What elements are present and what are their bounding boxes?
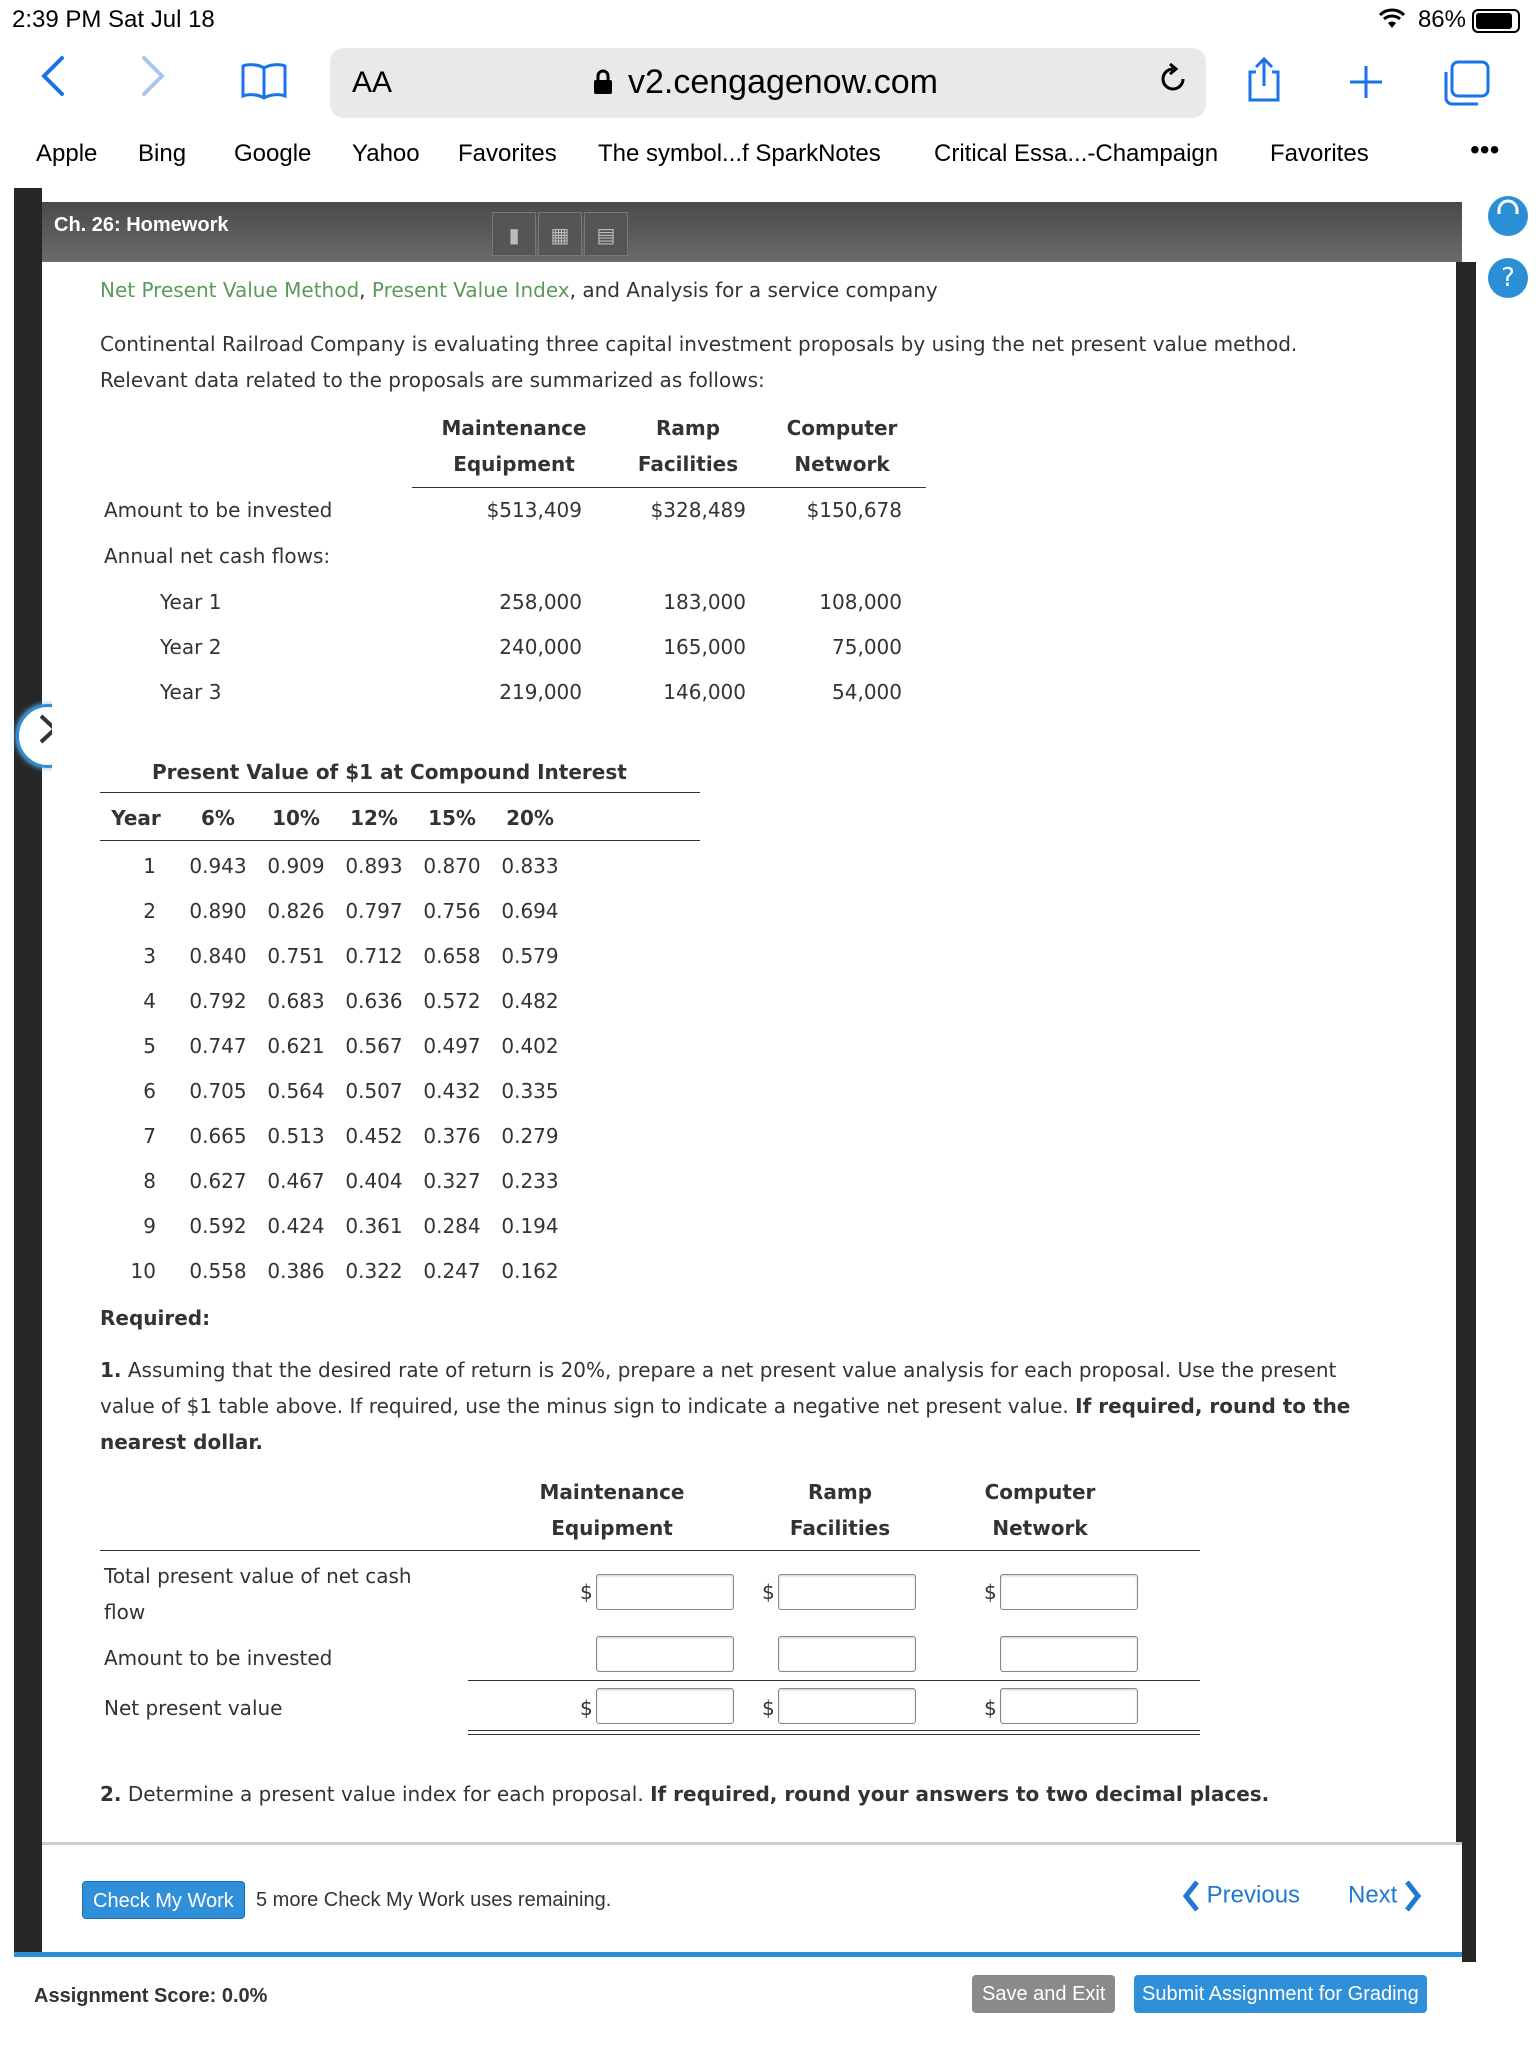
- pv-cell: 0.840: [189, 944, 247, 968]
- favorite-bing[interactable]: Bing: [138, 140, 187, 167]
- pv-cell: 0.452: [345, 1124, 403, 1148]
- npv-row-3-dollar-1: $: [580, 1696, 593, 1720]
- chevron-left-icon: [1182, 1881, 1200, 1908]
- npv-double-rule-2: [468, 1734, 1200, 1735]
- pv-cell: 3: [143, 944, 156, 968]
- amount-invested-computer-input[interactable]: [1000, 1636, 1138, 1672]
- pv-cell: 0.658: [423, 944, 481, 968]
- q1-round-text: If required, round to the: [1075, 1394, 1351, 1418]
- pv-cell: 0.247: [423, 1259, 481, 1283]
- panel-border-left: [14, 188, 42, 1968]
- npv-row-3-dollar-3: $: [984, 1696, 997, 1720]
- favorite-google[interactable]: Google: [234, 140, 312, 167]
- notes-icon[interactable]: ▤: [584, 212, 628, 256]
- pv-cell: 0.564: [267, 1079, 325, 1103]
- year-1-ramp: 183,000: [663, 590, 746, 614]
- favorite-critical-essay[interactable]: Critical Essa...-Champaign: [934, 140, 1219, 167]
- pv-cell: 0.579: [501, 944, 559, 968]
- npv-ramp-input[interactable]: [778, 1688, 916, 1724]
- pv-cell: 2: [143, 899, 156, 923]
- pv-cell: 0.572: [423, 989, 481, 1013]
- intro-line-2: Relevant data related to the proposals are summarized as follows:: [100, 368, 765, 392]
- npv-row-2-label: Amount to be invested: [104, 1646, 333, 1670]
- pv-cell: 0.893: [345, 854, 403, 878]
- pv-cell: 0.621: [267, 1034, 325, 1058]
- pv-header-rule: [100, 840, 700, 841]
- pv-cell: 0.432: [423, 1079, 481, 1103]
- npv-header-rule: [100, 1550, 1200, 1551]
- check-my-work-button[interactable]: Check My Work: [82, 1881, 245, 1919]
- col-header-ramp-1: Ramp: [655, 416, 721, 440]
- pv-cell: 0.756: [423, 899, 481, 923]
- pv-cell: 0.376: [423, 1124, 481, 1148]
- pv-header-6pct: 6%: [201, 806, 235, 830]
- pv-cell: 0.792: [189, 989, 247, 1013]
- next-button[interactable]: [1348, 1879, 1422, 1913]
- wifi-icon: [1378, 8, 1406, 36]
- tabs-icon[interactable]: [1442, 60, 1492, 110]
- bookmarks-icon[interactable]: [240, 62, 288, 104]
- pv-header-10pct: 10%: [272, 806, 320, 830]
- amount-maintenance: $513,409: [486, 498, 582, 522]
- col-header-maintenance-1: Maintenance: [441, 416, 587, 440]
- npv-header-ramp-1: Ramp: [807, 1480, 873, 1504]
- lock-icon: [592, 68, 614, 103]
- npv-row-3-label: Net present value: [104, 1696, 283, 1720]
- url-text: v2.cengagenow.com: [628, 63, 938, 101]
- pv-cell: 0.665: [189, 1124, 247, 1148]
- amount-invested-maintenance-input[interactable]: [596, 1636, 734, 1672]
- pv-cell: 0.592: [189, 1214, 247, 1238]
- help-icon[interactable]: ?: [1488, 258, 1528, 298]
- favorites-bar: [0, 130, 1536, 180]
- pv-cell: 0.826: [267, 899, 325, 923]
- pv-cell: 0.402: [501, 1034, 559, 1058]
- pv-cell: 0.322: [345, 1259, 403, 1283]
- npv-header-maintenance-2: Equipment: [551, 1516, 673, 1540]
- year-3-ramp: 146,000: [663, 680, 746, 704]
- previous-label: Previous: [1206, 1881, 1301, 1909]
- npv-header-ramp-2: Facilities: [789, 1516, 891, 1540]
- npv-row-1-dollar-3: $: [984, 1580, 997, 1604]
- assignment-footer: [42, 1842, 1462, 1952]
- pv-cell: 0.870: [423, 854, 481, 878]
- battery-percent: 86%: [1417, 6, 1466, 33]
- favorite-apple[interactable]: Apple: [36, 140, 98, 167]
- save-and-exit-button[interactable]: Save and Exit: [972, 1975, 1115, 2013]
- year-2-ramp: 165,000: [663, 635, 746, 659]
- year-2-computer: 75,000: [832, 635, 902, 659]
- pv-cell: 0.162: [501, 1259, 559, 1283]
- pv-cell: 0.424: [267, 1214, 325, 1238]
- required-heading: Required:: [100, 1306, 211, 1330]
- score-bar: [14, 1957, 1462, 2007]
- pv-cell: 7: [143, 1124, 156, 1148]
- panel-tools: [492, 212, 632, 256]
- npv-computer-input[interactable]: [1000, 1688, 1138, 1724]
- pv-cash-flow-ramp-input[interactable]: [778, 1574, 916, 1610]
- title-separator: ,: [359, 278, 366, 302]
- q1-text-1: Assuming that the desired rate of return is 20%, prepare a net present value analysis for each proposal. Use the present: [127, 1358, 1337, 1382]
- intro-line-1: Continental Railroad Company is evaluating three capital investment proposals by using the net present value method.: [100, 332, 1298, 356]
- pv-header-20pct: 20%: [506, 806, 554, 830]
- npv-header-computer-1: Computer: [984, 1480, 1096, 1504]
- year-3-maintenance: 219,000: [499, 680, 582, 704]
- pv-cell: 0.890: [189, 899, 247, 923]
- pv-cell: 0.712: [345, 944, 403, 968]
- pv-cell: 0.833: [501, 854, 559, 878]
- back-icon[interactable]: [38, 54, 68, 109]
- pv-title-rule: [100, 792, 700, 793]
- q1-line-2: [100, 1394, 1350, 1418]
- q2-line: [100, 1782, 1269, 1806]
- q1-text-2: value of $1 table above. If required, use the minus sign to indicate a negative net present value.: [100, 1394, 1069, 1418]
- pv-cell: 4: [143, 989, 156, 1013]
- year-3-label: Year 3: [160, 680, 222, 704]
- col-header-maintenance-2: Equipment: [453, 452, 575, 476]
- favorite-yahoo[interactable]: Yahoo: [352, 140, 420, 167]
- npv-maintenance-input[interactable]: [596, 1688, 734, 1724]
- pv-cell: 9: [143, 1214, 156, 1238]
- year-1-label: Year 1: [160, 590, 222, 614]
- favorite-sparknotes[interactable]: The symbol...f SparkNotes: [598, 140, 881, 167]
- pv-cell: 0.327: [423, 1169, 481, 1193]
- pv-cell: 0.279: [501, 1124, 559, 1148]
- pv-cell: 6: [143, 1079, 156, 1103]
- more-icon[interactable]: •••: [1470, 134, 1500, 165]
- pv-cell: 0.683: [267, 989, 325, 1013]
- pv-cell: 0.567: [345, 1034, 403, 1058]
- calculator-icon[interactable]: ▦: [538, 212, 582, 256]
- browser-toolbar: [0, 40, 1536, 130]
- pv-header-year: Year: [111, 806, 161, 830]
- chevron-right-icon: [1404, 1881, 1422, 1908]
- year-1-computer: 108,000: [819, 590, 902, 614]
- pv-cell: 0.194: [501, 1214, 559, 1238]
- npv-row-1-dollar-1: $: [580, 1580, 593, 1604]
- battery-icon: [1472, 9, 1520, 33]
- favorite-favorites[interactable]: Favorites: [458, 140, 557, 167]
- favorite-favorites-2[interactable]: Favorites: [1270, 140, 1369, 167]
- pv-cell: 0.747: [189, 1034, 247, 1058]
- address-bar[interactable]: [330, 48, 1206, 118]
- col-header-ramp-2: Facilities: [637, 452, 739, 476]
- col-header-computer-2: Network: [794, 452, 890, 476]
- proposal-header-rule: [412, 487, 926, 488]
- npv-double-rule-1: [468, 1730, 1200, 1731]
- npv-subtotal-rule: [468, 1680, 1200, 1681]
- pv-cell: 0.751: [267, 944, 325, 968]
- reload-icon[interactable]: [1156, 62, 1190, 105]
- annual-label: Annual net cash flows:: [104, 544, 331, 568]
- panel-border-right: [1456, 262, 1476, 1962]
- pv-cell: 0.482: [501, 989, 559, 1013]
- pv-cash-flow-computer-input[interactable]: [1000, 1574, 1138, 1610]
- panel-header: [42, 202, 1462, 262]
- npv-row-1-label-1: Total present value of net cash: [104, 1564, 412, 1588]
- status-bar: [0, 0, 1536, 40]
- q2-number: 2.: [100, 1782, 122, 1806]
- year-3-computer: 54,000: [832, 680, 902, 704]
- text-size-button[interactable]: AA: [352, 66, 393, 99]
- pv-cell: 0.386: [267, 1259, 325, 1283]
- pv-cell: 0.558: [189, 1259, 247, 1283]
- pv-cell: 0.361: [345, 1214, 403, 1238]
- pv-cell: 0.627: [189, 1169, 247, 1193]
- pv-cell: 0.467: [267, 1169, 325, 1193]
- pv-cell: 0.797: [345, 899, 403, 923]
- amount-computer: $150,678: [806, 498, 902, 522]
- pv-cell: 0.335: [501, 1079, 559, 1103]
- pv-index-link[interactable]: Present Value Index: [371, 278, 570, 302]
- ebook-icon[interactable]: ▮: [492, 212, 536, 256]
- pv-cell: 0.943: [189, 854, 247, 878]
- status-time: 2:39 PM Sat Jul 18: [12, 6, 215, 33]
- amount-ramp: $328,489: [650, 498, 746, 522]
- npv-row-3-dollar-2: $: [762, 1696, 775, 1720]
- q2-text: Determine a present value index for each proposal.: [127, 1782, 644, 1806]
- pv-header-15pct: 15%: [428, 806, 476, 830]
- npv-header-maintenance-1: Maintenance: [539, 1480, 685, 1504]
- new-tab-icon[interactable]: [1346, 62, 1386, 106]
- pv-cell: 0.636: [345, 989, 403, 1013]
- share-icon[interactable]: [1244, 56, 1284, 108]
- panel-title: Ch. 26: Homework: [54, 214, 229, 236]
- q1-line-3: nearest dollar.: [100, 1430, 264, 1454]
- pv-cell: 0.404: [345, 1169, 403, 1193]
- forward-icon[interactable]: [138, 54, 168, 102]
- previous-button[interactable]: [1182, 1879, 1300, 1913]
- npv-header-computer-2: Network: [992, 1516, 1088, 1540]
- q1-number: 1.: [100, 1358, 122, 1382]
- pv-cell: 0.233: [501, 1169, 559, 1193]
- pv-cell: 0.507: [345, 1079, 403, 1103]
- submit-assignment-button[interactable]: Submit Assignment for Grading: [1134, 1975, 1427, 2013]
- year-2-maintenance: 240,000: [499, 635, 582, 659]
- pv-cell: 5: [143, 1034, 156, 1058]
- col-header-computer-1: Computer: [786, 416, 898, 440]
- npv-row-1-dollar-2: $: [762, 1580, 775, 1604]
- pv-cell: 0.694: [501, 899, 559, 923]
- year-1-maintenance: 258,000: [499, 590, 582, 614]
- pv-cell: 0.513: [267, 1124, 325, 1148]
- problem-content: [52, 262, 1456, 1842]
- pv-header-12pct: 12%: [350, 806, 398, 830]
- assignment-score: Assignment Score: 0.0%: [34, 1985, 268, 2007]
- pv-cell: 0.497: [423, 1034, 481, 1058]
- pv-cell: 1: [143, 854, 156, 878]
- pv-table-title: Present Value of $1 at Compound Interest: [152, 760, 627, 784]
- npv-method-link[interactable]: Net Present Value Method: [100, 278, 360, 302]
- amount-invested-ramp-input[interactable]: [778, 1636, 916, 1672]
- q1-line-1: [100, 1358, 1336, 1382]
- pv-cell: 10: [130, 1259, 156, 1283]
- pv-cell: 0.705: [189, 1079, 247, 1103]
- pv-cell: 8: [143, 1169, 156, 1193]
- q2-round-text: If required, round your answers to two decimal places.: [650, 1782, 1270, 1806]
- problem-title: [100, 278, 938, 302]
- pv-cash-flow-maintenance-input[interactable]: [596, 1574, 734, 1610]
- check-uses-remaining: 5 more Check My Work uses remaining.: [256, 1889, 612, 1911]
- headset-icon[interactable]: [1488, 196, 1528, 236]
- pv-cell: 0.284: [423, 1214, 481, 1238]
- pv-cell: 0.909: [267, 854, 325, 878]
- npv-row-1-label-2: flow: [104, 1600, 146, 1624]
- year-2-label: Year 2: [160, 635, 222, 659]
- next-label: Next: [1348, 1881, 1398, 1909]
- title-rest: , and Analysis for a service company: [569, 278, 938, 302]
- amount-label: Amount to be invested: [104, 498, 333, 522]
